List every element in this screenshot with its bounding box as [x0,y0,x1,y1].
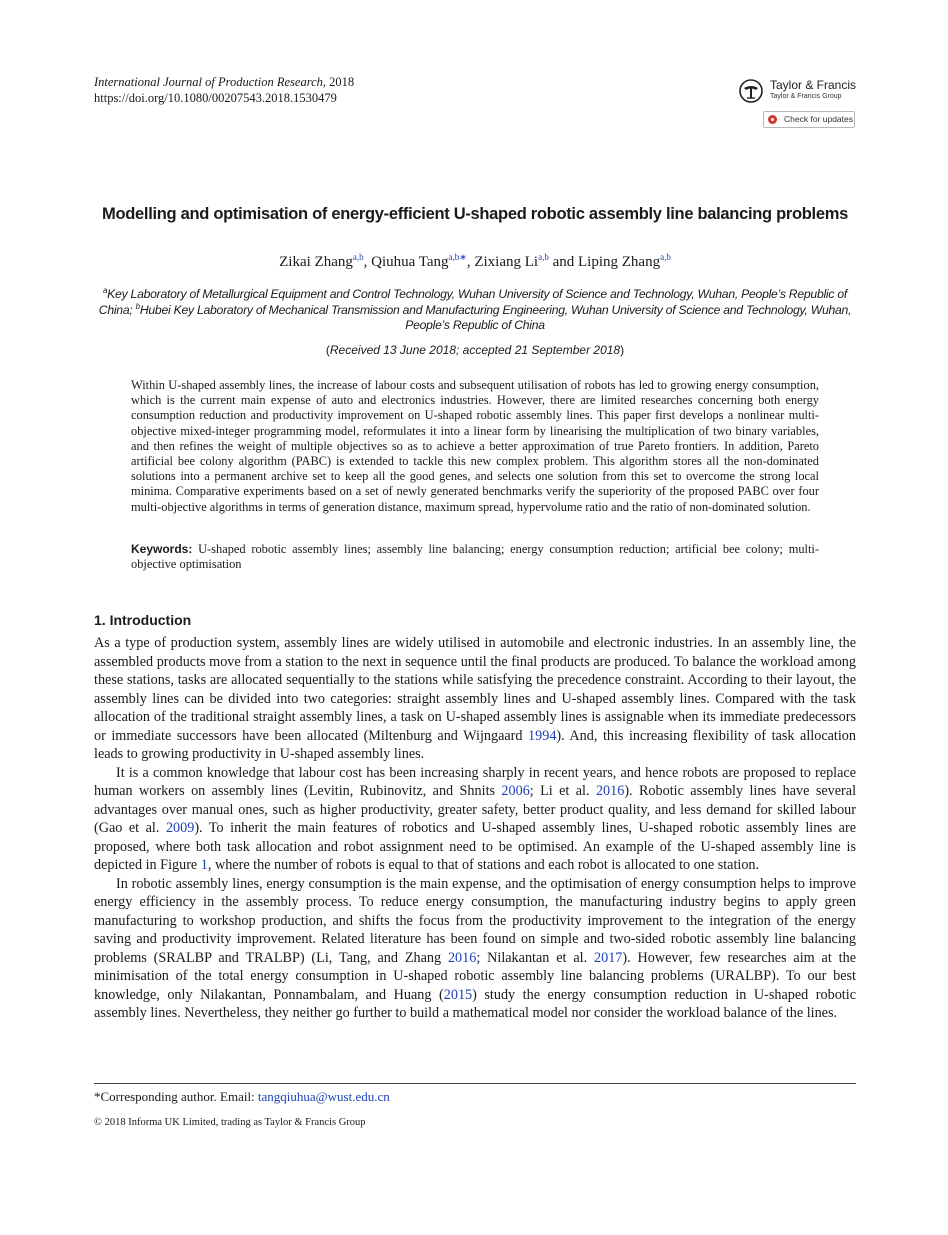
abstract: Within U-shaped assembly lines, the increase of labour costs and subsequent utilisation of robots has led to growing energy consumption, which is the current main expense of auto and electronics industries. However, there are limited researches concerning both energy consumption reduction and productivity improvement on U-shaped robotic assembly lines. This paper first develops a nonlinear multi-objective mixed-integer programming model, reformulates it into a linear form by linearising the multiplication of two binary variables, and then refines the weight of multiple objectives so as to achieve a better approximation of true Pareto frontiers. In addition, Pareto artificial bee colony algorithm (PABC) is extended to tackle this new complex problem. This algorithm stores all the non-dominated solutions into a permanent archive set to keep all the good genes, and selects one solution from this set to overcome the strong local minima. Comparative experiments based on a set of newly generated benchmarks verify the superiority of the proposed PABC over four multi-objective algorithms in terms of generation distance, maximum spread, hypervolume ratio and the ratio of non-dominated solution. [131,378,819,514]
author-name: Liping Zhang [578,254,661,270]
citation-link[interactable]: 2009 [165,820,195,836]
author-affiliation-mark[interactable]: a,b [660,252,671,262]
keywords-text: U-shaped robotic assembly lines; assembly line balancing; energy consumption reduction; artificial bee colony; multi-objective optimisation [131,542,819,572]
affiliation-b: Hubei Key Laboratory of Mechanical Transmission and Manufacturing Engineering, Wuhan University of Science and Technology, Wuhan, People’s Republic of China [139,302,852,332]
citation-link[interactable]: 2016 [447,949,477,966]
keywords-label: Keywords: [131,542,193,556]
journal-name: International Journal of Production Research [94,75,323,89]
journal-year: , 2018 [322,75,355,89]
doi-link[interactable]: https://doi.org/10.1080/00207543.2018.1530479 [94,91,337,105]
citation-link[interactable]: 2017 [594,949,623,966]
author-name: Zikai Zhang [279,254,353,270]
affiliation-a: Key Laboratory of Metallurgical Equipment and Control Technology, Wuhan University of Science and Technology, Wuhan, People’s Republic of China; [98,287,848,317]
author-affiliation-mark[interactable]: a,b∗ [448,252,467,262]
copyright: © 2018 Informa UK Limited, trading as Taylor & Francis Group [94,1117,366,1128]
publisher-logo[interactable] [738,78,858,104]
author-affiliation-mark[interactable]: a,b [352,252,364,262]
body-text [94,634,856,1023]
crossmark-icon [768,115,777,124]
email-link[interactable]: tangqiuhua@wust.edu.cn [257,1089,390,1104]
paper-title: Modelling and optimisation of energy-efficient U-shaped robotic assembly line balancing problems [102,205,848,223]
keywords [131,542,819,572]
corresponding-author: *Corresponding author. Email: tangqiuhua@wust.edu.cn [94,1089,390,1104]
author-name: Qiuhua Tang [371,254,449,270]
section-heading: 1. Introduction [94,612,192,628]
received-dates: (Received 13 June 2018; accepted 21 September 2018) [325,343,625,357]
author-affiliation-mark[interactable]: a,b [538,252,549,262]
check-for-updates-button[interactable] [763,111,855,128]
author-name: Zixiang Li [474,254,539,270]
citation-link[interactable]: 1994 [528,727,557,744]
check-for-updates-label: Check for updates [784,114,853,124]
affiliations: $^a$Key Laboratory of Metallurgical Equipment and Control Technology, Wuhan University of Science and Technology, Wuhan, People’s Republic of China; $^b$Hubei Key Laboratory of Mechanical Transmission and Manufacturing Engineering, Wuhan University of Science and Technology, Wuhan, People’s Republic of China [98,286,852,332]
figure-link[interactable]: 1 [200,857,208,873]
citation-link[interactable]: 2006 [501,783,530,799]
author-list: Zikai Zhang$^{a,b}$, Qiuhua Tang$^{a,b∗}$, Zixiang Li$^{a,b}$ and Liping Zhang$^{a,b}$ [279,252,671,270]
footnote-divider [94,1083,856,1084]
paragraph: It is a common knowledge that labour cost has been increasing sharply in recent years, and hence robots are proposed to replace human workers on assembly lines (Levitin, Rubinovitz, and Shnits 2006; Li et al. 2016). Robotic assembly lines have several advantages over manual ones, such as higher productivity, greater safety, better product quality, and less demand for skilled labour (Gao et al. 2009). To inherit the main features of robotics and U-shaped assembly lines, U-shaped robotic assembly lines are proposed, where both task allocation and robot assignment need to be optimised. An example of the U-shaped assembly line is depicted in Figure 1, where the number of robots is equal to that of stations and each robot is allocated to one station. [94,764,857,873]
citation-link[interactable]: 2016 [595,783,625,799]
paragraph: As a type of production system, assembly lines are widely utilised in automobile and electronic industries. In an assembly line, the assembled products move from a station to the next in sequence until the final products are produced. To balance the workload among these stations, tasks are allocated sequentially to the stations while satisfying the precedence constraint. According to their layout, the assembly lines can be divided into two categories: straight assembly lines and U-shaped assembly lines. Compared with the task allocation of the traditional straight assembly lines, a task on U-shaped assembly lines is assignable when its immediate predecessors or immediate successors have been allocated (Miltenburg and Wijngaard 1994). And, this increasing flexibility of task allocation leads to growing productivity in U-shaped assembly lines. [94,635,856,762]
taylor-francis-logo-icon [738,78,766,104]
citation-link[interactable]: 2015 [443,986,473,1003]
publisher-group: Taylor & Francis Group [770,93,842,100]
journal-header [94,74,354,106]
paragraph: In robotic assembly lines, energy consumption is the main expense, and the optimisation of energy consumption helps to improve energy efficiency in the assembly process. To reduce energy consumption, the manufacturing industry begins to apply green manufacturing to workshop production, and shifts the focus from the productivity improvement to the integration of the energy saving and productivity improvement. Related literature has been found on simple and two-sided robotic assembly line balancing problems (SRALBP and TRALBP) (Li, Tang, and Zhang 2016; Nilakantan et al. 2017). However, few researches aim at the minimisation of the total energy consumption in U-shaped robotic assembly line balancing problems (URALBP). To our best knowledge, only Nilakantan, Ponnambalam, and Huang (2015) study the energy consumption reduction in U-shaped robotic assembly lines. Nevertheless, they neither go further to build a mathematical model nor consider the workload balance of the lines. [94,875,856,1021]
publisher-name: Taylor & Francis [770,78,857,92]
journal-citation [94,74,354,90]
